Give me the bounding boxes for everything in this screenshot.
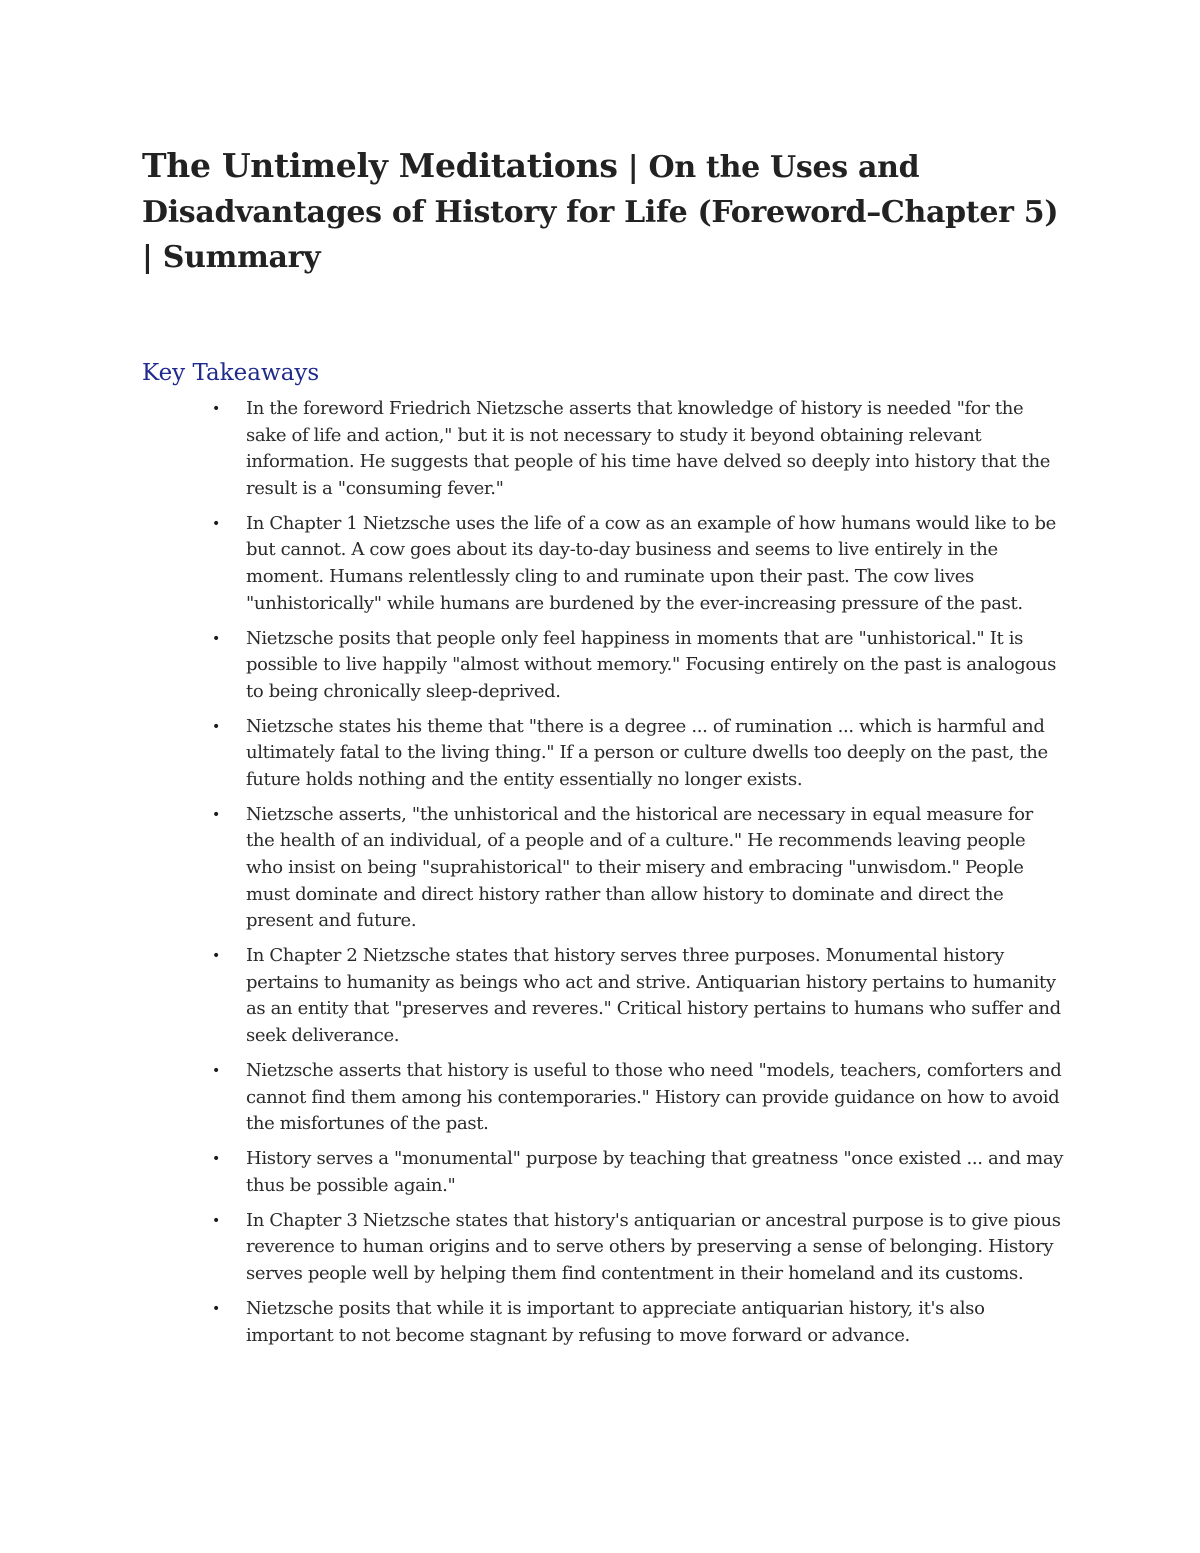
bullet-icon: • [212, 718, 220, 735]
bullet-icon: • [212, 630, 220, 647]
title-rest: | On the Uses and Disadvantages of History for Life (Foreword–Chapter 5) | Summary [142, 150, 1059, 275]
takeaway-text: Nietzsche asserts, "the unhistorical and the historical are necessary in equal measure for the health of an individual, of a people and of a culture." He recommends leaving people who insist on being "suprahistorical" to their misery and embracing "unwisdom." People must dominate and direct history rather than allow history to dominate and direct the present and future. [246, 803, 1033, 932]
takeaway-item [212, 714, 1066, 794]
takeaway-item [212, 1208, 1066, 1288]
bullet-icon: • [212, 401, 220, 417]
takeaway-item [212, 802, 1066, 935]
takeaway-text: In the foreword Friedrich Nietzsche asserts that knowledge of history is needed "for the sake of life and action," but it is not necessary to study it beyond obtaining relevant information. He suggests that people of his time have delved so deeply into history that the result is a "consuming fever." [246, 398, 1051, 499]
takeaway-text: Nietzsche posits that people only feel happiness in moments that are "unhistorical." It is possible to live happily "almost without memory." Focusing entirely on the past is analogous to being chronically sleep-deprived. [246, 627, 1056, 702]
takeaway-item [212, 511, 1066, 617]
takeaway-item [212, 1146, 1066, 1199]
bullet-icon: • [212, 515, 220, 532]
document-title [142, 143, 1072, 280]
bullet-icon: • [212, 806, 220, 823]
takeaway-item [212, 626, 1066, 706]
bullet-icon: • [212, 948, 220, 965]
bullet-icon: • [212, 1063, 220, 1079]
takeaway-item [212, 1058, 1066, 1138]
takeaways-list [212, 396, 1066, 1358]
bullet-icon: • [212, 1212, 220, 1229]
takeaway-text: In Chapter 2 Nietzsche states that history serves three purposes. Monumental history pertains to humanity as beings who act and strive. Antiquarian history pertains to humanity as an entity that "preserves and reveres." Critical history pertains to humans who suffer and seek deliverance. [246, 945, 1061, 1047]
takeaway-item [212, 943, 1066, 1049]
takeaway-text: Nietzsche asserts that history is useful to those who need "models, teachers, comforters and cannot find them among his contemporaries." History can provide guidance on how to avoid the misfortunes of the past. [246, 1060, 1062, 1135]
bullet-icon: • [212, 1151, 220, 1168]
bullet-icon: • [212, 1300, 220, 1317]
takeaway-text: In Chapter 1 Nietzsche uses the life of a cow as an example of how humans would like to be but cannot. A cow goes about its day-to-day business and seems to live entirely in the moment. Humans relentlessly cling to and ruminate upon their past. The cow lives "unhistorically" while humans are burdened by the ever-increasing pressure of the past. [246, 512, 1056, 614]
title-lead: The Untimely Meditations [142, 146, 618, 185]
takeaway-text: In Chapter 3 Nietzsche states that history's antiquarian or ancestral purpose is to give pious reverence to human origins and to serve others by preserving a sense of belonging. History serves people well by helping them find contentment in their homeland and its customs. [246, 1209, 1061, 1284]
takeaway-text: Nietzsche states his theme that "there is a degree ... of rumination ... which is harmful and ultimately fatal to the living thing." If a person or culture dwells too deeply on the past, the future holds nothing and the entity essentially no longer exists. [246, 715, 1048, 790]
takeaway-item [212, 396, 1066, 502]
takeaway-text: History serves a "monumental" purpose by teaching that greatness "once existed ... and may thus be possible again." [246, 1148, 1064, 1196]
takeaway-text: Nietzsche posits that while it is important to appreciate antiquarian history, it's also important to not become stagnant by refusing to move forward or advance. [246, 1297, 985, 1346]
takeaway-item [212, 1296, 1066, 1349]
key-takeaways-heading: Key Takeaways [142, 360, 320, 386]
